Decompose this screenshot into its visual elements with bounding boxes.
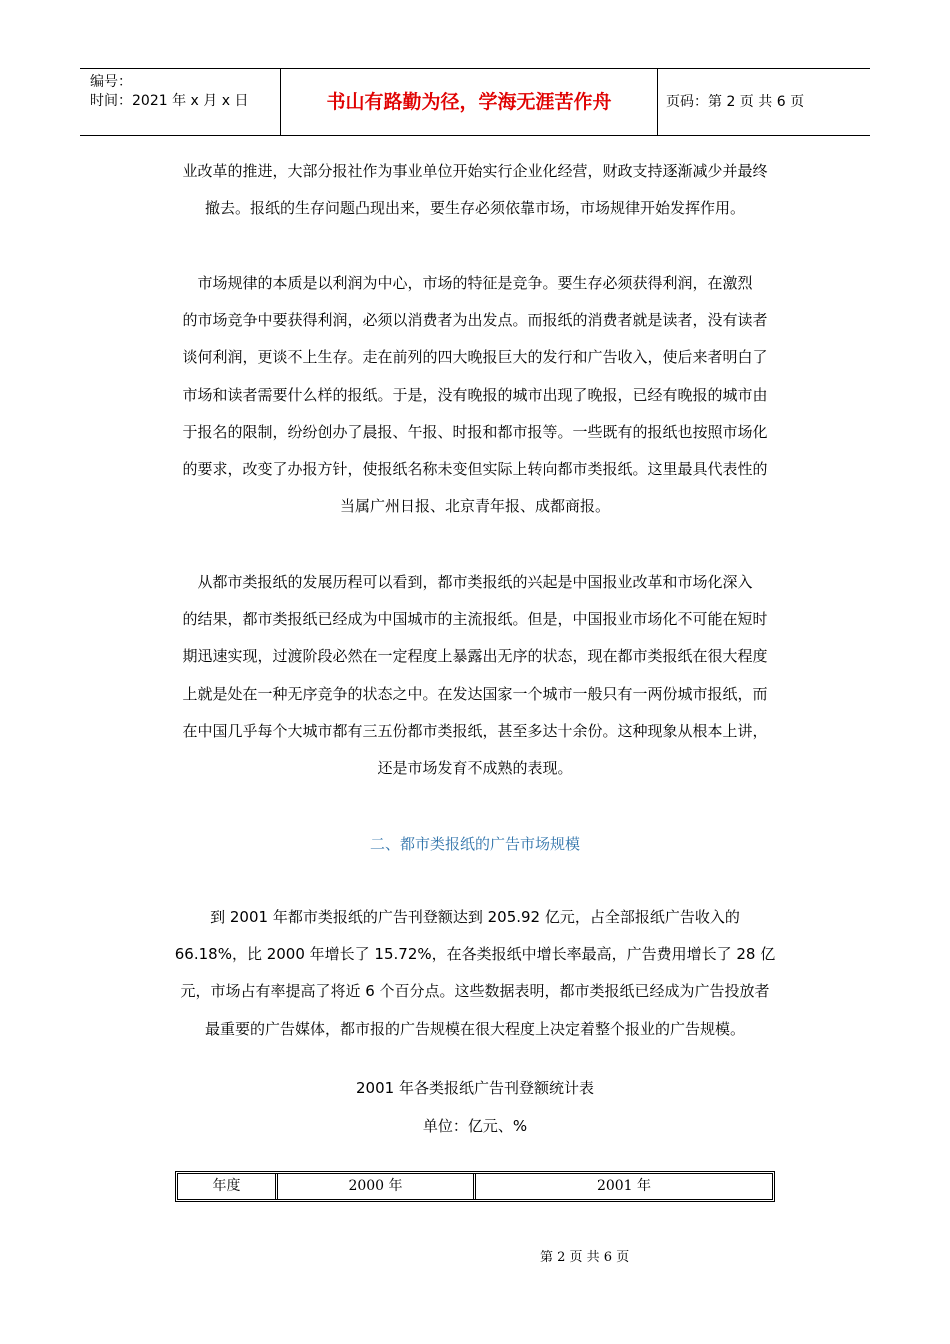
paragraph-2 xyxy=(140,265,810,525)
paragraph-line: 市场规律的本质是以利润为中心，市场的特征是竞争。要生存必须获得利润，在激烈 xyxy=(197,274,753,292)
paragraph-line: 的结果，都市类报纸已经成为中国城市的主流报纸。但是，中国报业市场化不可能在短时 xyxy=(182,610,768,629)
paragraph-line: 谈何利润，更谈不上生存。走在前列的四大晚报巨大的发行和广告收入，使后来者明白了 xyxy=(182,348,768,367)
paragraph-line: 市场和读者需要什么样的报纸。于是，没有晚报的城市出现了晚报，已经有晚报的城市由 xyxy=(182,385,768,404)
paragraph-line: 还是市场发育不成熟的表现。 xyxy=(377,759,573,778)
document-number-label: 编号： xyxy=(90,74,132,90)
paragraph-line: 的要求，改变了办报方针，使报纸名称未变但实际上转向都市类报纸。这里最具代表性的 xyxy=(182,460,768,479)
paragraph-4 xyxy=(140,899,810,1048)
statistics-table xyxy=(175,1171,775,1202)
table-header-year: 年度 xyxy=(178,1174,278,1199)
paragraph-line: 到 2001 年都市类报纸的广告刊登额达到 205.92 亿元，占全部报纸广告收入的 xyxy=(210,908,740,926)
paragraph-line: 期迅速实现，过渡阶段必然在一定程度上暴露出无序的状态，现在都市类报纸在很大程度 xyxy=(182,647,768,666)
page-header xyxy=(80,68,870,136)
paragraph-line: 在中国几乎每个大城市都有三五份都市类报纸，甚至多达十余份。这种现象从根本上讲， xyxy=(182,721,768,740)
section-heading: 二、都市类报纸的广告市场规模 xyxy=(369,835,580,853)
header-page-info: 页码：第 2 页 共 6 页 xyxy=(666,94,805,110)
paragraph-line: 元，市场占有率提高了将近 6 个百分点。这些数据表明，都市类报纸已经成为广告投放者 xyxy=(180,982,770,1001)
document-time-label: 时间：2021 年 x 月 x 日 xyxy=(90,93,249,109)
table-header-2000: 2000 年 xyxy=(278,1174,476,1199)
paragraph-line: 从都市类报纸的发展历程可以看到，都市类报纸的兴起是中国报业改革和市场化深入 xyxy=(197,573,753,591)
paragraph-line: 的市场竞争中要获得利润，必须以消费者为出发点。而报纸的消费者就是读者，没有读者 xyxy=(182,311,768,330)
paragraph-3 xyxy=(140,564,810,787)
paragraph-line: 于报名的限制，纷纷创办了晨报、午报、时报和都市报等。一些既有的报纸也按照市场化 xyxy=(182,422,768,441)
header-motto: 书山有路勤为径，学海无涯苦作舟 xyxy=(281,69,658,135)
paragraph-line: 最重要的广告媒体，都市报的广告规模在很大程度上决定着整个报业的广告规模。 xyxy=(204,1019,745,1038)
paragraph-line: 66.18%，比 2000 年增长了 15.72%，在各类报纸中增长率最高，广告费用增长了 28 亿 xyxy=(174,945,776,964)
table-header-2001: 2001 年 xyxy=(596,1178,652,1194)
paragraph-line: 撤去。报纸的生存问题凸现出来，要生存必须依靠市场，市场规律开始发挥作用。 xyxy=(204,199,745,218)
page-footer: 第 2 页 共 6 页 xyxy=(540,1250,630,1265)
table-title: 2001 年各类报纸广告刊登额统计表 xyxy=(356,1079,594,1097)
paragraph-line: 当属广州日报、北京青年报、成都商报。 xyxy=(339,497,610,516)
header-meta xyxy=(80,69,281,135)
paragraph-line: 上就是处在一种无序竞争的状态之中。在发达国家一个城市一般只有一两份城市报纸，而 xyxy=(182,684,768,703)
table-unit: 单位：亿元、% xyxy=(422,1117,528,1135)
paragraph-1 xyxy=(140,153,810,227)
paragraph-line: 业改革的推进，大部分报社作为事业单位开始实行企业化经营，财政支持逐渐减少并最终 xyxy=(182,162,768,180)
